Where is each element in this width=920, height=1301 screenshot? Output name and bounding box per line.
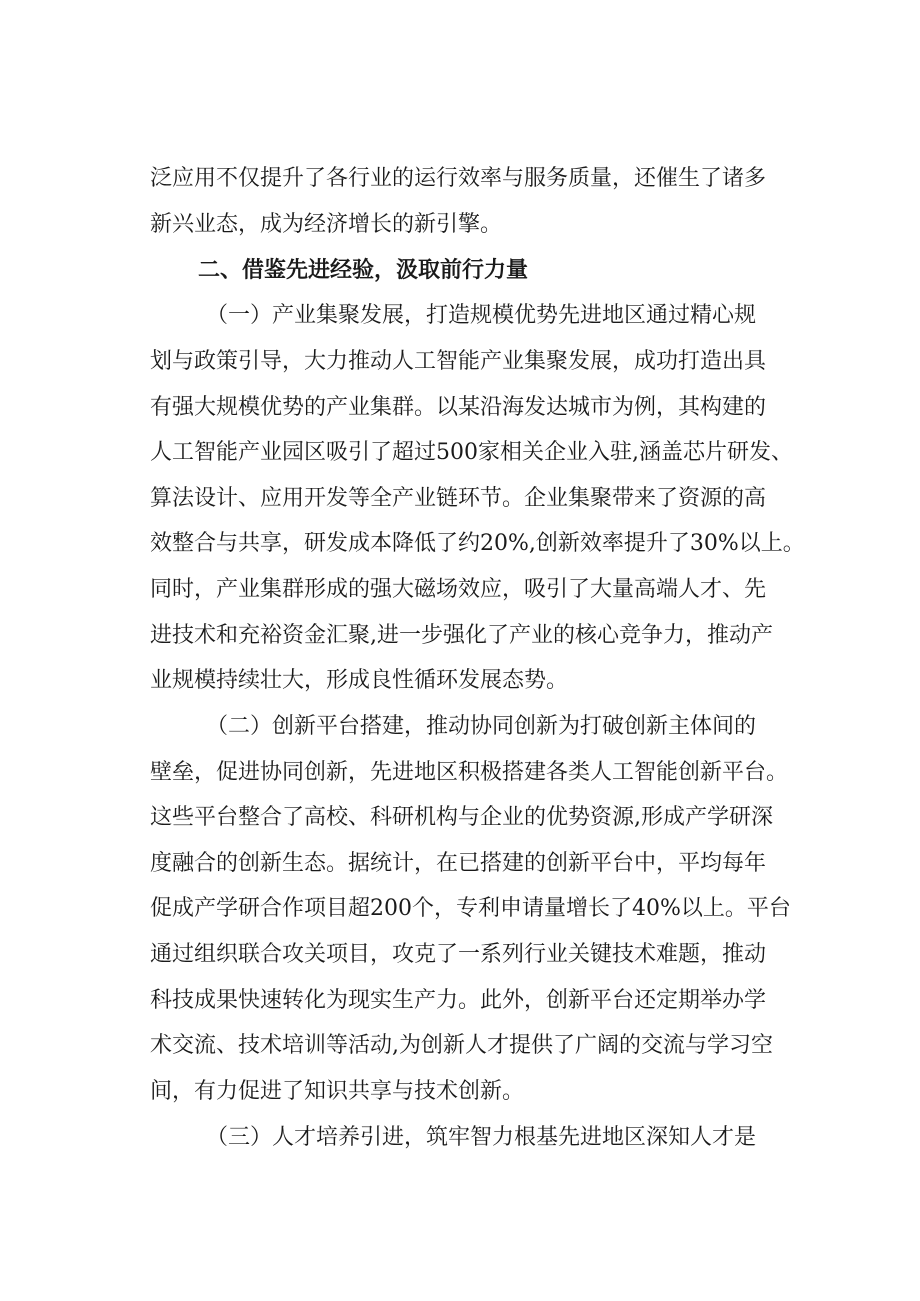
paragraph-1-line: 算法设计、应用开发等全产业链环节。企业集聚带来了资源的高 <box>150 486 767 511</box>
paragraph-2-line: 通过组织联合攻关项目，攻克了一系列行业关键技术难题，推动 <box>150 942 767 967</box>
paragraph-1-line: 同时，产业集群形成的强大磁场效应，吸引了大量高端人才、先 <box>150 577 767 602</box>
paragraph-2-line: 间，有力促进了知识共享与技术创新。 <box>150 1079 525 1104</box>
paragraph-2-line: 度融合的创新生态。据统计，在已搭建的创新平台中，平均每年 <box>150 851 767 876</box>
section-heading: 二、借鉴先进经验，汲取前行力量 <box>198 258 529 283</box>
paragraph-1-line: 划与政策引导，大力推动人工智能产业集聚发展，成功打造出具 <box>150 349 767 374</box>
paragraph-1-line: 有强大规模优势的产业集群。以某沿海发达城市为例，其构建的 <box>150 395 767 420</box>
paragraph-1-line: 效整合与共享，研发成本降低了约20%,创新效率提升了30%以上。 <box>150 531 805 556</box>
paragraph-2-line: 壁垒，促进协同创新，先进地区积极搭建各类人工智能创新平台。 <box>150 760 789 785</box>
paragraph-2-line: 这些平台整合了高校、科研机构与企业的优势资源,形成产学研深 <box>150 805 773 830</box>
paragraph-2-line: 术交流、技术培训等活动,为创新人才提供了广阔的交流与学习空 <box>150 1033 773 1058</box>
paragraph-2-line: 科技成果快速转化为现实生产力。此外，创新平台还定期举办学 <box>150 988 767 1013</box>
text-line: 新兴业态，成为经济增长的新引擎。 <box>150 212 503 237</box>
paragraph-1-line: 业规模持续壮大，形成良性循环发展态势。 <box>150 668 569 693</box>
paragraph-1-line: 进技术和充裕资金汇聚,进一步强化了产业的核心竞争力，推动产 <box>150 623 773 648</box>
paragraph-2-line: （二）创新平台搭建，推动协同创新为打破创新主体间的 <box>206 714 757 739</box>
paragraph-1-line: （一）产业集聚发展，打造规模优势先进地区通过精心规 <box>206 303 757 328</box>
paragraph-2-line: 促成产学研合作项目超200个，专利申请量增长了40%以上。平台 <box>150 896 791 921</box>
paragraph-1-line: 人工智能产业园区吸引了超过500家相关企业入驻,涵盖芯片研发、 <box>150 440 793 465</box>
paragraph-3-line: （三）人才培养引进，筑牢智力根基先进地区深知人才是 <box>206 1125 757 1150</box>
text-line: 泛应用不仅提升了各行业的运行效率与服务质量，还催生了诸多 <box>150 166 767 191</box>
